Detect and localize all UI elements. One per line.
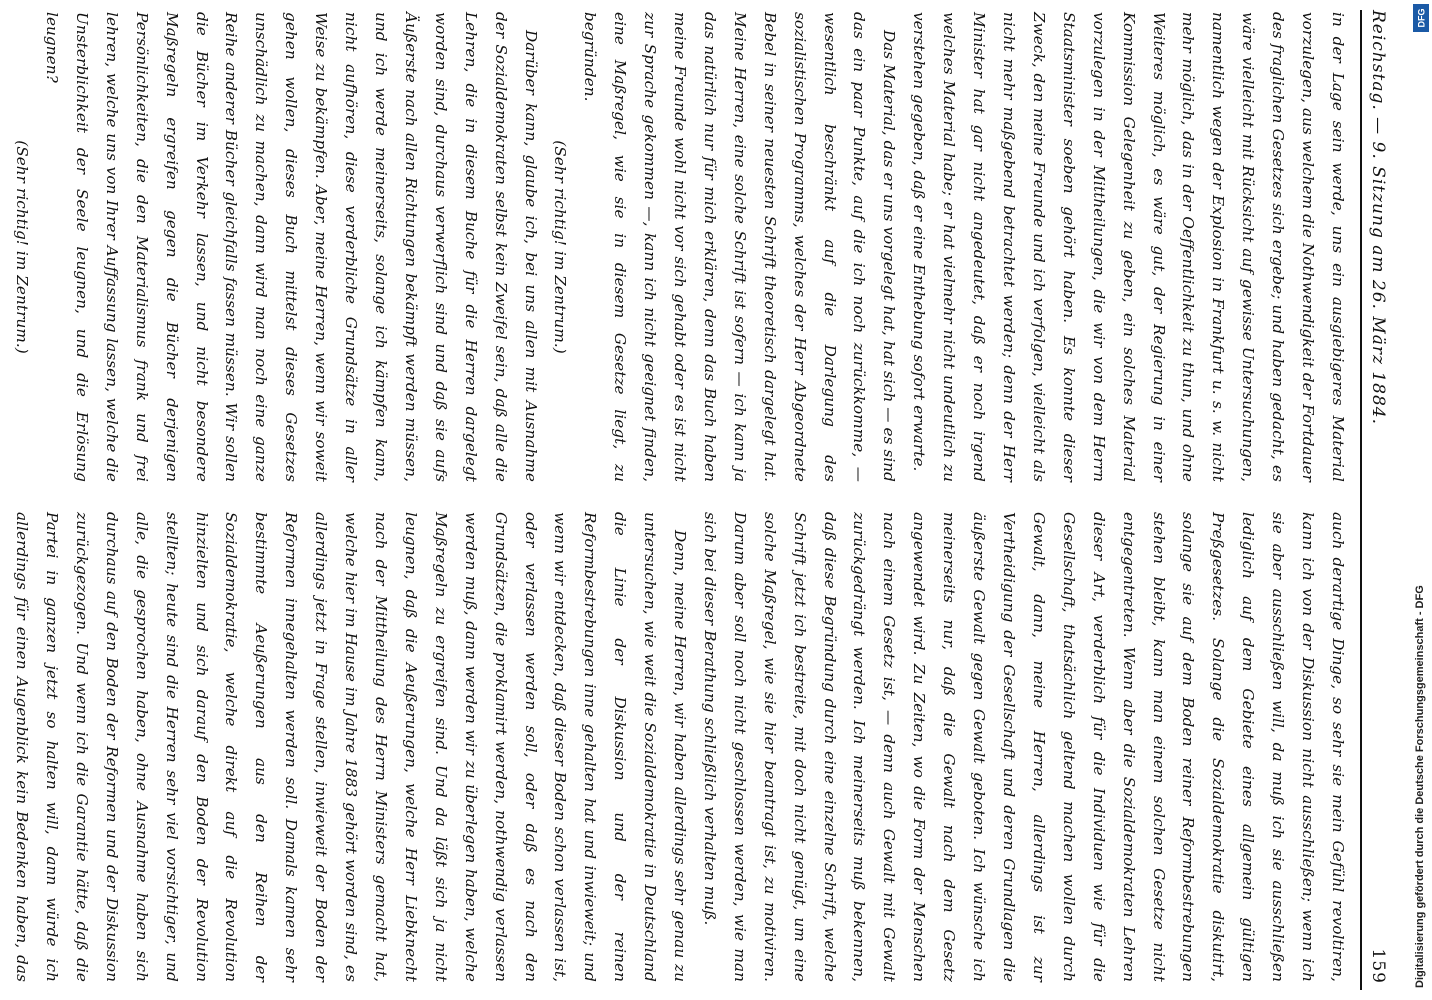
paragraph: in der Lage sein werde, uns ein ausgiebigeres Material vorzulegen, aus welchem die Nothwendigkeit der Fortdauer des fraglichen Gesetzes sich ergebe; und haben gedacht, es wäre vielleicht mit Rücksicht auf gewisse Untersuchungen, namentlich wegen der Explosion in Frankfurt u. s. w. nicht mehr möglich, das in der Oeffentlichkeit zu thun, und ohne Weiteres möglich, es wäre gut, der Regierung in einer Kommission Gelegenheit zu geben, ein solches Material vorzulegen in der Mittheilungen, die wir von dem Herrn Staatsminister soeben gehört haben. Es konnte dieser Zweck, den meine Freunde und ich verfolgen, vielleicht als nicht mehr maßgebend betrachtet werden; denn der Herr Minister hat gar nicht angedeutet, daß er noch irgend welches Material habe; er hat vielmehr nicht undeutlich zu verstehen gegeben, daß er eine Enthebung sofort erwarte.	[910, 12, 1347, 482]
left-text-column	[12, 12, 1352, 482]
right-text-column	[12, 512, 1352, 982]
page-number: 159	[1368, 948, 1388, 984]
paragraph	[0, 12, 6, 482]
paragraph: Denn, meine Herren, wir haben allerdings sehr genau zu untersuchen, wie weit die Sozialdemokratie in Deutschland die Linie der Diskussion und der reinen Reformbestrebungen inne gehalten hat und inwieweit; und wenn wir entdecken, daß dieser Boden schon verlassen ist, oder verlassen werden soll, oder daß es nach den Grundsätzen, die proklamirt werden, nothwendig verlassen werden muß, dann werden wir zu überlegen haben, welche Maßregeln zu ergreifen sind. Und da läßt sich ja nicht leugnen, daß die Aeußerungen, welche Herr Liebknecht nach der Mittheilung des Herrn Ministers gemacht hat, welche hier im Hause im Jahre 1883 gehört worden sind, es allerdings jetzt in Frage stellen, inwieweit der Boden der Reformen innegehalten werden soll. Damals kamen sehr bestimmte Aeußerungen aus den Reihen der Sozialdemokratie, welche direkt auf die Revolution hinzielten und sich darauf den Boden der Revolution stellten; heute sind die Herren sehr viel vorsichtiger, und alle, die gesprochen haben, ohne Ausnahme haben sich durchaus auf den Boden der Reformen und der Diskussion zurückgezogen. Und wenn ich die Garantie hätte, daß die Partei in ganzen jetzt so halten will, dann würde ich allerdings für einen Augenblick kein Bedenken haben, das	[13, 512, 690, 982]
dfg-credit-text: Digitalisierung gefördert durch die Deutsche Forschungsgemeinschaft - DFG	[1414, 585, 1426, 988]
paragraph: auch derartige Dinge, so sehr sie mein Gefühl revoltiren, kann ich von der Diskussion nicht ausschließen; wenn ich sie aber ausschließen will, da muß ich sie ausschließen lediglich auf dem Gebiete eines allgemein gültigen Preßgesetzes. Solange die Sozialdemokratie diskutirt, solange sie auf dem Boden reiner Reformbestrebungen stehen bleibt, kann man einem solchen Gesetze nicht entgegentreten. Wenn aber die Sozialdemokraten Lehren dieser Art, verderblich für die Individuen wie für die Gesellschaft, thatsächlich geltend machen wollen durch Gewalt, dann, meine Herren, allerdings ist zur Vertheidigung der Gesellschaft und deren Grundlagen die äußerste Gewalt gegen Gewalt geboten. Ich wünsche ich meinerseits nur, daß die Gewalt nach dem Gesetz angewendet wird. Zu Zeiten, wo die Form der Menschen nach einem Gesetz ist, — denn auch Gewalt mit Gewalt zurückgedrängt werden. Ich meinerseits muß bekennen, daß diese Begründung durch eine einzelne Schrift, welche Schrift jetzt ich bestreite, mit doch nicht genügt, um eine solche Maßregel, wie sie hier beantragt ist, zu motiviren. Darum aber soll noch nicht geschlossen werden, wie man sich bei dieser Berathung schließlich verhalten muß.	[700, 512, 1347, 982]
running-title: Reichstag. — 9. Sitzung am 26. März 1884.	[1368, 10, 1388, 426]
page-header	[1360, 10, 1390, 990]
interjection: (Sehr richtig! im Zentrum.)	[551, 140, 570, 354]
interjection: (Sehr richtig! im Zentrum.)	[13, 140, 32, 354]
dfg-logo	[1413, 4, 1429, 32]
paragraph: Das Material, das er uns vorgelegt hat, hat sich — es sind das ein paar Punkte, auf die ich noch zurückkomme, — wesentlich beschränkt auf die Darlegung des sozialistischen Programms, welches der Herr Abgeordnete Bebel in seiner neuesten Schrift theoretisch dargelegt hat. Meine Herren, eine solche Schrift ist sofern — ich kann ja das natürlich nur für mich erklären, denn das Buch haben meine Freunde wohl nicht vor sich gehabt oder es ist nicht zur Sprache gekommen —, kann ich nicht geeignet finden, eine Maßregel, wie sie in diesem Gesetze liegt, zu begründen.	[581, 12, 899, 482]
dfg-logo-text: DFG	[1416, 8, 1426, 28]
paragraph: Darüber kann, glaube ich, bei uns allen mit Ausnahme der Sozialdemokraten selbst kein Zweifel sein, daß alle die Lehren, die in diesem Buche für die Herren dargelegt worden sind, durchaus verwerflich sind und daß sie aufs Äußerste nach allen Richtungen bekämpft werden müssen, und ich werde meinerseits, solange ich kämpfen kann, nicht aufhören, diese verderbliche Grundsätze in aller Weise zu bekämpfen. Aber, meine Herren, wenn wir soweit gehen wollen, dieses Buch mittelst dieses Gesetzes unschädlich zu machen, dann wird man noch eine ganze Reihe anderer Bücher gleichfalls fassen müssen. Wir sollen die Bücher im Verkehr lassen, und nicht besondere Maßregeln ergreifen gegen die Bücher derjenigen Persönlichkeiten, die den Materialismus frank und frei lehren, welche uns von Ihrer Auffassung lassen, welche die Unsterblichkeit der Seele leugnen, und die Erlösung leugnen?	[43, 12, 540, 482]
